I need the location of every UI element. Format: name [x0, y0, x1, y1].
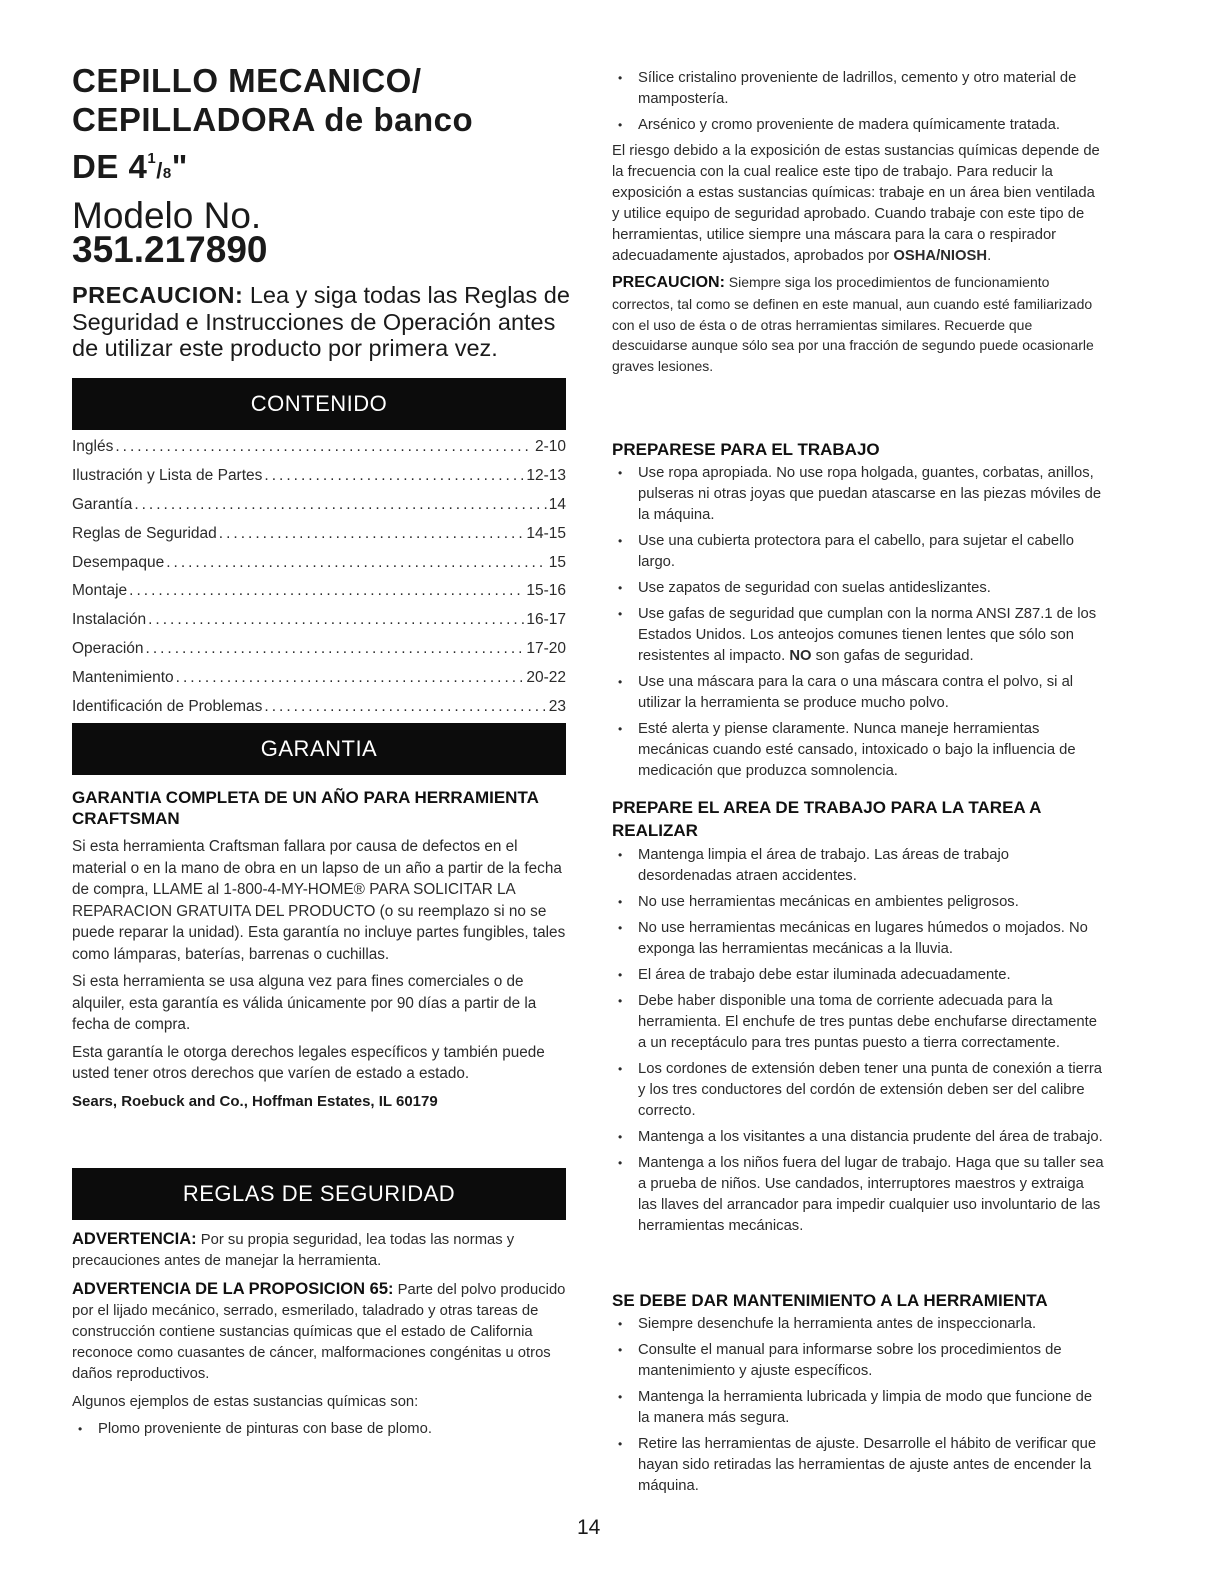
warranty-paragraph-2: Si esta herramienta se usa alguna vez para fines comerciales o de alquiler, esta garantía es válida únicamente por 90 días a partir de la fecha de compra.: [72, 973, 537, 1033]
toc-entry: [72, 491, 566, 520]
precaution-intro-text: Lea y siga todas las Reglas de Seguridad e Instrucciones de Operación antes de utilizar este producto por primera vez.: [72, 282, 570, 361]
toc-leader-dots: [176, 669, 525, 687]
toc-leader-dots: [129, 582, 524, 600]
glasses-text: Use gafas de seguridad que cumplan con la norma ANSI Z87.1 de los Estados Unidos. Los anteojos comunes tienen lentes que sólo son resistentes al impacto.: [638, 606, 1097, 664]
title-size-prefix: DE 4: [72, 148, 148, 185]
list-item: • Arsénico y cromo proveniente de madera químicamente tratada.: [612, 115, 1106, 136]
warranty-heading-bar: GARANTIA: [72, 723, 566, 775]
list-item: • Consulte el manual para informarse sobre los procedimientos de mantenimiento y ajuste específicos.: [612, 1340, 1106, 1382]
toc-entry-page: 20-22: [526, 668, 566, 686]
risk-text: El riesgo debido a la exposición de estas sustancias químicas depende de la frecuencia con la cual realice este tipo de trabajo. Para reducir la exposición a estas sustancias químicas: trabaje en un área bien ventilada y utilice equipo de seguridad aprobado. Cuando trabaje con este tipo de herramientas, utilice siempre una máscara para la cara o respirador adecuadamente ajustados, aprobados por: [612, 143, 1100, 264]
title-line-1: CEPILLO MECANICO/: [72, 62, 422, 99]
prepare-self-heading: PREPARESE PARA EL TRABAJO: [612, 440, 880, 459]
model-number: 351.217890: [72, 229, 268, 270]
table-of-contents: [72, 433, 566, 721]
toc-entry: [72, 606, 566, 635]
model-label: Modelo No.: [72, 195, 262, 236]
toc-entry-label: Instalación: [72, 611, 147, 629]
warranty-company: Sears, Roebuck and Co., Hoffman Estates, IL 60179: [72, 1092, 438, 1110]
list-item: • No use herramientas mecánicas en ambientes peligrosos.: [612, 892, 1106, 913]
toc-leader-dots: [219, 525, 525, 543]
list-item: • No use herramientas mecánicas en lugares húmedos o mojados. No exponga las herramientas mecánicas a la lluvia.: [612, 918, 1106, 960]
list-item: • Mantenga a los niños fuera del lugar de trabajo. Haga que su taller sea a prueba de niños. Use candados, interruptores maestros y extraiga las llaves del arrancador para impedir cualquier uso involuntario de las herramientas mecánicas.: [612, 1153, 1106, 1237]
caution-paragraph: [612, 272, 1106, 377]
list-item: • Use ropa apropiada. No use ropa holgada, guantes, corbatas, anillos, pulseras ni otras joyas que puedan atascarse en las piezas móviles de la máquina.: [612, 463, 1106, 526]
toc-entry-page: 14: [548, 495, 566, 513]
toc-entry-label: Mantenimiento: [72, 668, 174, 686]
page-number: 14: [577, 1516, 601, 1539]
warning-paragraph: [72, 1229, 566, 1272]
toc-entry-page: 17-20: [526, 639, 566, 657]
toc-entry: [72, 663, 566, 692]
prop65-label: ADVERTENCIA DE LA PROPOSICION 65:: [72, 1280, 394, 1298]
toc-entry-page: 15: [548, 553, 566, 571]
prepare-area-list: [612, 845, 1106, 1237]
warranty-subheading: GARANTIA COMPLETA DE UN AÑO PARA HERRAMIENTA CRAFTSMAN: [72, 788, 539, 828]
maintenance-list: [612, 1314, 1106, 1497]
toc-entry: [72, 519, 566, 548]
toc-entry-label: Identificación de Problemas: [72, 697, 263, 715]
prop65-text: Parte del polvo producido por el lijado mecánico, serrado, esmerilado, taladrado y otras tareas de construcción contiene sustancias químicas que el estado de California reconoce como cuasantes de cáncer, malformaciones congénitas u otros daños reproductivos.: [72, 1282, 566, 1382]
toc-entry-label: Montaje: [72, 582, 128, 600]
toc-entry-label: Operación: [72, 639, 144, 657]
list-item-safety-glasses: [612, 604, 1106, 667]
maintenance-section: [612, 1290, 1106, 1497]
risk-bold: OSHA/NIOSH: [893, 248, 988, 264]
list-item: • Sílice cristalino proveniente de ladrillos, cemento y otro material de mampostería.: [612, 68, 1106, 110]
toc-leader-dots: [264, 698, 546, 716]
examples-intro: Algunos ejemplos de estas sustancias químicas son:: [72, 1394, 419, 1410]
toc-entry: [72, 548, 566, 577]
list-item: • Mantenga limpia el área de trabajo. Las áreas de trabajo desordenadas atraen accidentes.: [612, 845, 1106, 887]
prepare-area-section: [612, 796, 1106, 1237]
warranty-section: [72, 787, 566, 1112]
toc-entry-label: Ilustración y Lista de Partes: [72, 467, 263, 485]
fraction-denominator: 8: [162, 165, 172, 182]
toc-entry-label: Reglas de Seguridad: [72, 524, 217, 542]
prepare-area-heading: PREPARE EL AREA DE TRABAJO PARA LA TAREA A REALIZAR: [612, 798, 1041, 840]
caution-label: PRECAUCION:: [612, 274, 725, 291]
caution-text: Siempre siga los procedimientos de funcionamiento correctos, tal como se definen en este manual, aun cuando esté familiarizado con el uso de ésta o de otras herramientas similares. Recuerde que descuidarse aunque sólo sea por una fracción de segundo puede ocasionarle graves lesiones.: [612, 274, 1094, 375]
examples-list-right: [612, 68, 1106, 136]
glasses-end: son gafas de seguridad.: [811, 648, 974, 664]
toc-leader-dots: [134, 496, 546, 514]
warning-label: ADVERTENCIA:: [72, 1230, 197, 1248]
list-item: • Siempre desenchufe la herramienta antes de inspeccionarla.: [612, 1314, 1106, 1335]
list-item: • Use una cubierta protectora para el cabello, para sujetar el cabello largo.: [612, 531, 1106, 573]
fraction-slash: /: [156, 158, 163, 183]
toc-leader-dots: [166, 554, 547, 572]
toc-entry: [72, 635, 566, 664]
glasses-bold: NO: [789, 648, 812, 664]
examples-list-left: [72, 1419, 566, 1440]
list-item: • Retire las herramientas de ajuste. Desarrolle el hábito de verificar que hayan sido retiradas las herramientas de ajuste antes de encender la máquina.: [612, 1434, 1106, 1497]
title-line-3: [72, 140, 188, 193]
prop65-paragraph: [72, 1279, 566, 1385]
list-item: • El área de trabajo debe estar iluminada adecuadamente.: [612, 965, 1106, 986]
title-inch-mark: ": [171, 148, 188, 185]
precaution-intro: [72, 282, 572, 362]
list-item: • Debe haber disponible una toma de corriente adecuada para la herramienta. El enchufe de tres puntas debe enchufarse directamente a un receptáculo para tres puntas puesto a tierra correctamente.: [612, 991, 1106, 1054]
safety-intro: [72, 1229, 566, 1440]
list-item: • Mantenga a los visitantes a una distancia prudente del área de trabajo.: [612, 1127, 1106, 1148]
toc-entry-page: 12-13: [526, 467, 566, 485]
toc-entry: [72, 462, 566, 491]
warning-text: Por su propia seguridad, lea todas las normas y precauciones antes de manejar la herramienta.: [72, 1232, 515, 1269]
warranty-paragraph-1: Si esta herramienta Craftsman fallara por causa de defectos en el material o en la mano de obra en un lapso de un año a partir de la fecha de compra, LLAME al 1-800-4-MY-HOME® PARA SOLICITAR LA REPARACION GRATUITA DEL PRODUCTO (o su reemplazo si no se puede reparar la unidad). Esta garantía no incluye partes fungibles, tales como lámparas, baterías, barrenas o cuchillas.: [72, 838, 566, 963]
toc-leader-dots: [264, 467, 524, 485]
contents-heading-bar: CONTENIDO: [72, 378, 566, 430]
toc-entry-page: 2-10: [534, 438, 566, 456]
toc-entry-label: Inglés: [72, 438, 114, 456]
warranty-paragraph-3: Esta garantía le otorga derechos legales específicos y también puede usted tener otros derechos que varíen de estado a estado.: [72, 1043, 545, 1082]
toc-entry-page: 14-15: [526, 524, 566, 542]
fraction-numerator: 1: [147, 150, 157, 167]
precaution-intro-label: PRECAUCION:: [72, 282, 244, 308]
list-item: • Use una máscara para la cara o una máscara contra el polvo, si al utilizar la herramienta se produce mucho polvo.: [612, 672, 1106, 714]
toc-entry-page: 16-17: [526, 611, 566, 629]
toc-entry-label: Desempaque: [72, 553, 165, 571]
title-line-2: CEPILLADORA de banco: [72, 101, 474, 138]
list-item: • Plomo proveniente de pinturas con base de plomo.: [72, 1419, 566, 1440]
list-item: • Esté alerta y piense claramente. Nunca maneje herramientas mecánicas cuando esté cansado, intoxicado o bajo la influencia de medicación que produzca somnolencia.: [612, 719, 1106, 782]
toc-entry: [72, 577, 566, 606]
safety-continued: [612, 68, 1106, 377]
prepare-self-section: [612, 439, 1106, 782]
toc-leader-dots: [146, 640, 525, 658]
toc-entry: [72, 433, 566, 462]
prepare-self-list: [612, 463, 1106, 782]
toc-leader-dots: [115, 438, 533, 456]
safety-heading-bar: REGLAS DE SEGURIDAD: [72, 1168, 566, 1220]
toc-leader-dots: [148, 611, 524, 629]
list-item: • Use zapatos de seguridad con suelas antideslizantes.: [612, 578, 1106, 599]
toc-entry-label: Garantía: [72, 495, 133, 513]
toc-entry: [72, 692, 566, 721]
list-item: • Mantenga la herramienta lubricada y limpia de modo que funcione de la manera más segura.: [612, 1387, 1106, 1429]
risk-end: .: [987, 248, 992, 264]
risk-paragraph: [612, 141, 1106, 267]
maintenance-heading: SE DEBE DAR MANTENIMIENTO A LA HERRAMIENTA: [612, 1291, 1048, 1310]
list-item: • Los cordones de extensión deben tener una punta de conexión a tierra y los tres conductores del cordón de extensión deben ser del calibre correcto.: [612, 1059, 1106, 1122]
toc-entry-page: 15-16: [526, 582, 566, 600]
toc-entry-page: 23: [548, 697, 566, 715]
